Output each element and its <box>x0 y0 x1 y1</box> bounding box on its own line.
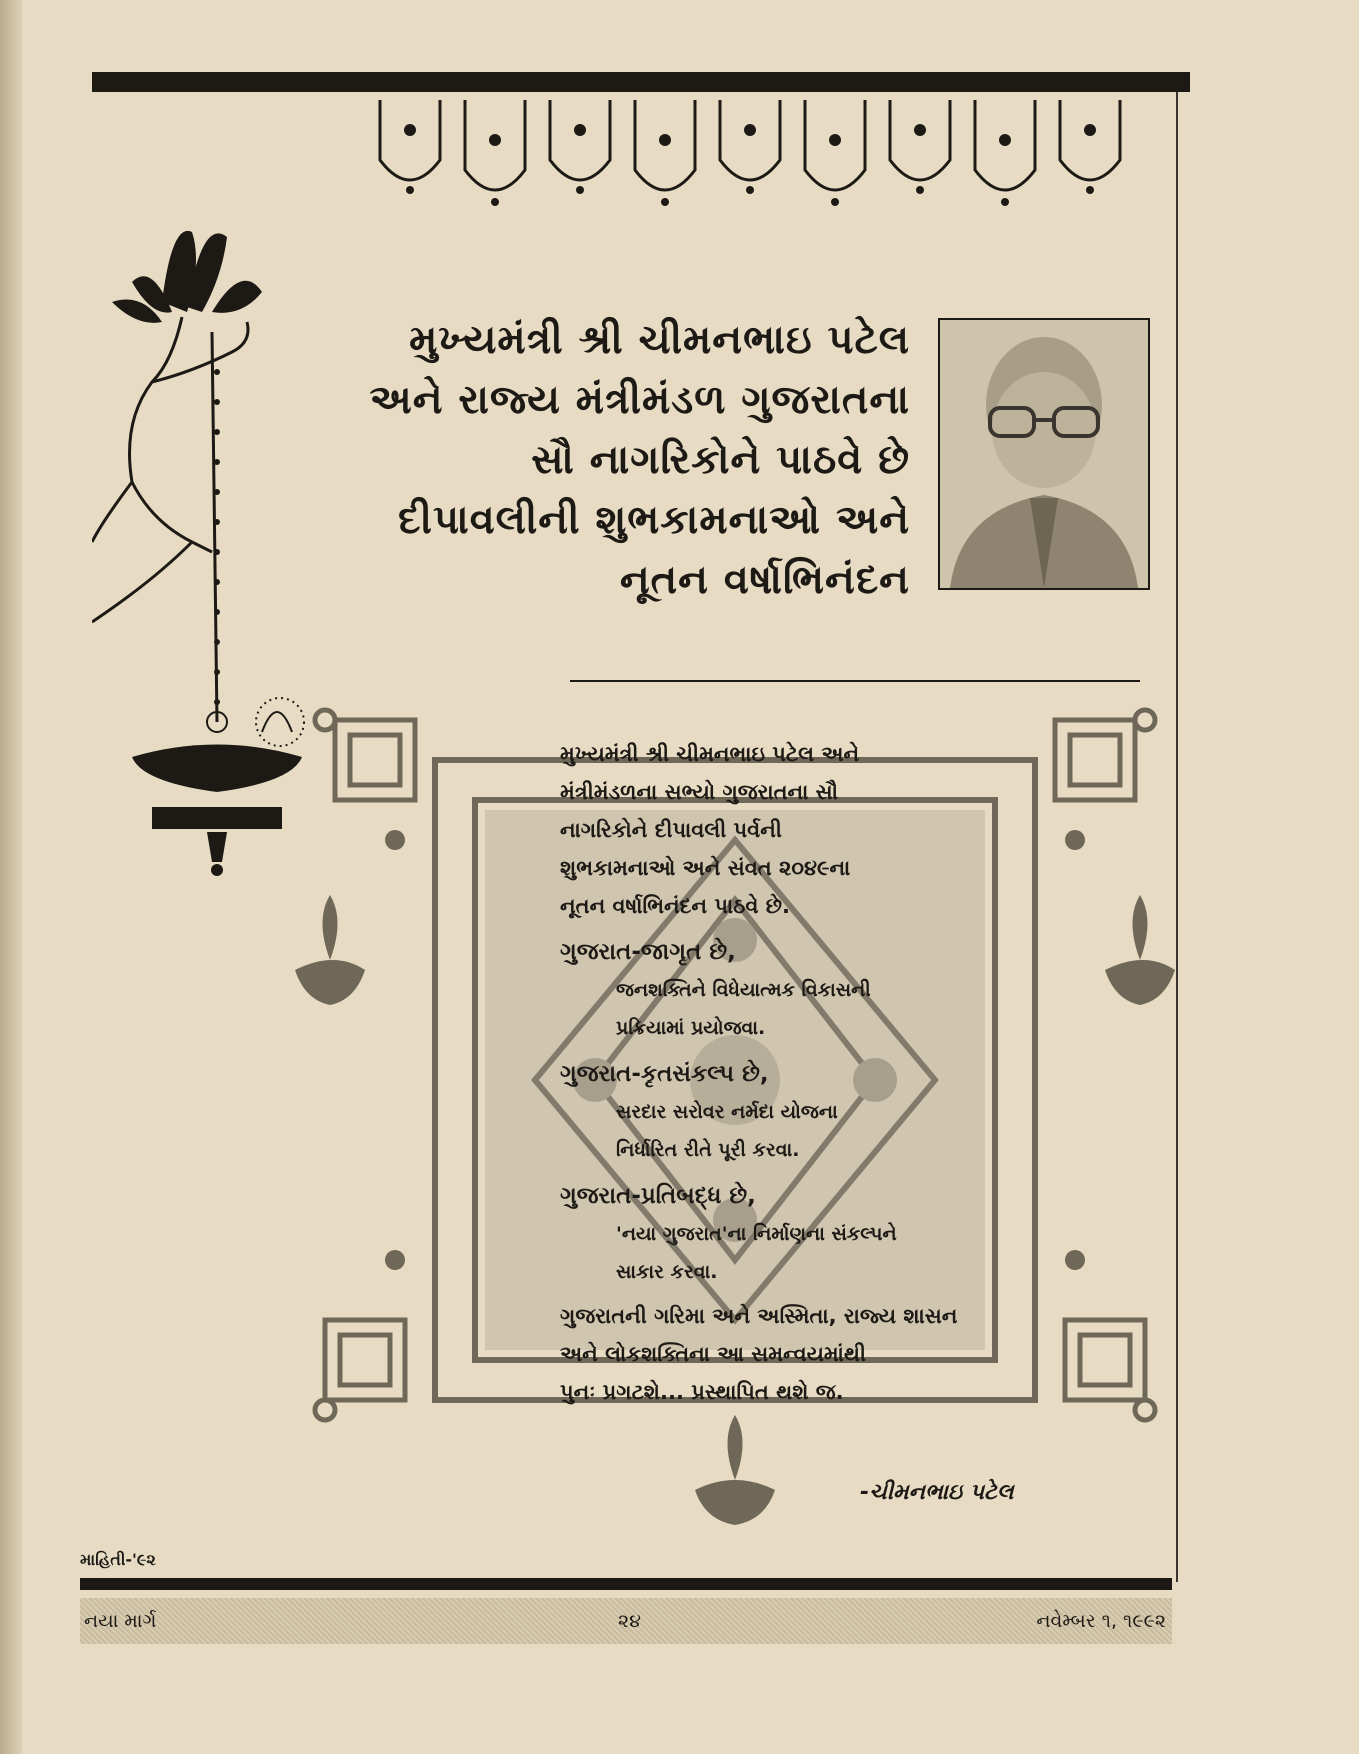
pledge-line: પ્રક્રિયામાં પ્રયોજવા. <box>616 1017 766 1039</box>
source-label: માહિતી-'૯૨ <box>80 1550 156 1569</box>
headline-line: દીપાવલીની શુભકામનાઓ અને <box>398 497 910 543</box>
pledge-line: સાકાર કરવા. <box>616 1261 718 1283</box>
signature: -ચીમનભાઇ પટેલ <box>860 1480 1014 1505</box>
pledge-heading: ગુજરાત-કૃતસંકલ્પ છે, <box>560 1061 769 1087</box>
closing-line: અને લોકશક્તિના આ સમન્વયમાંથી <box>560 1342 866 1366</box>
pledge-heading: ગુજરાત-પ્રતિબદ્ધ છે, <box>560 1183 756 1209</box>
closing-line: પુનઃ પ્રગટશે... પ્રસ્થાપિત થશે જ. <box>560 1380 844 1404</box>
bottom-rule <box>80 1578 1172 1590</box>
footer <box>80 1598 1172 1644</box>
greeting-message <box>560 735 1100 1411</box>
page-edge <box>0 0 22 1754</box>
headline-line: સૌ નાગરિકોને પાઠવે છે <box>531 437 910 483</box>
top-rule <box>92 72 1190 92</box>
toran-garland-illustration <box>370 90 1150 220</box>
right-rule <box>1176 92 1178 1582</box>
pledge-line: 'નયા ગુજરાત'ના નિર્માણના સંકલ્પને <box>616 1223 897 1245</box>
headline-line: અને રાજ્ય મંત્રીમંડળ ગુજરાતના <box>369 377 910 423</box>
issue-date: નવેમ્બર ૧, ૧૯૯૨ <box>1036 1610 1166 1632</box>
pledge-line: સરદાર સરોવર નર્મદા યોજના <box>616 1101 838 1123</box>
message-intro <box>560 735 1100 925</box>
section-divider <box>570 680 1140 682</box>
headline-line: નૂતન વર્ષાભિનંદન <box>619 557 910 603</box>
portrait-photo <box>938 318 1150 590</box>
publication-name: નયા માર્ગ <box>84 1610 157 1632</box>
message-line: શુભકામનાઓ અને સંવત ૨૦૪૯ના <box>560 856 851 880</box>
message-line: નૂતન વર્ષાભિનંદન પાઠવે છે. <box>560 894 790 918</box>
closing-line: ગુજરાતની ગરિમા અને અસ્મિતા, રાજ્ય શાસન <box>560 1304 958 1328</box>
pledge-heading: ગુજરાત-જાગૃત છે, <box>560 939 736 965</box>
pledge-line: નિર્ધારિત રીતે પૂરી કરવા. <box>616 1139 800 1161</box>
message-line: મુખ્યમંત્રી શ્રી ચીમનભાઇ પટેલ અને <box>560 742 860 766</box>
headline <box>300 310 910 610</box>
message-line: નાગરિકોને દીપાવલી પર્વની <box>560 818 782 842</box>
page-number: ૨૪ <box>618 1610 641 1632</box>
message-line: મંત્રીમંડળના સભ્યો ગુજરાતના સૌ <box>560 780 839 804</box>
pledge-line: જનશક્તિને વિધેયાત્મક વિકાસની <box>616 979 871 1001</box>
headline-line: મુખ્યમંત્રી શ્રી ચીમનભાઇ પટેલ <box>409 317 910 363</box>
